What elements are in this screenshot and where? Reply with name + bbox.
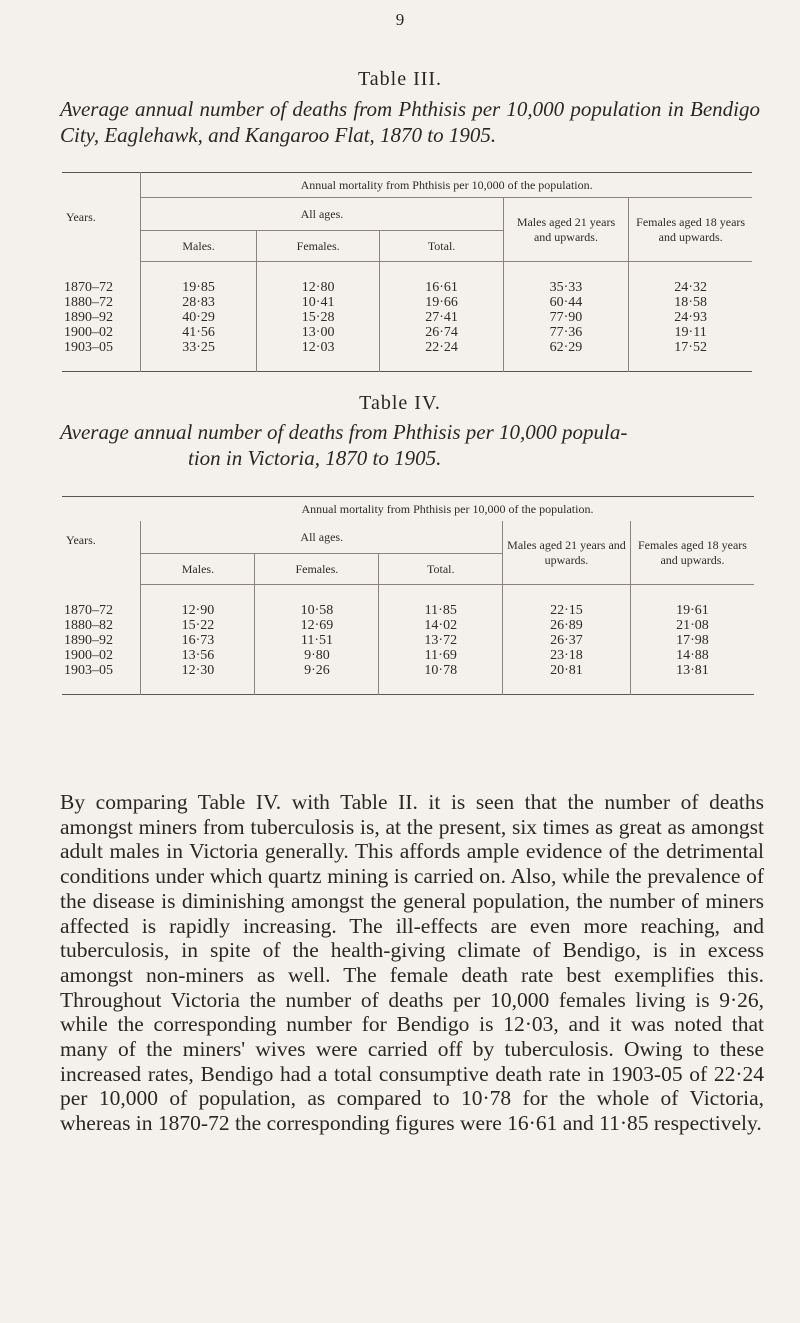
females18-cell: 18·58 <box>629 295 752 310</box>
year-cell: 1900–02 <box>64 648 113 663</box>
table-4-caption-line-1: Average annual number of deaths from Phthisis per 10,000 popula- <box>60 420 628 444</box>
total-cell: 10·78 <box>379 663 503 695</box>
males-cell: 16·73 <box>141 633 255 648</box>
males21-cell: 60·44 <box>503 295 629 310</box>
years-header: Years. <box>66 209 96 224</box>
females-cell: 12·03 <box>256 340 380 372</box>
females-header: Females. <box>256 231 380 262</box>
females-aged-header: Females aged 18 years and upwards. <box>629 198 752 262</box>
females18-cell: 13·81 <box>630 663 754 695</box>
females18-cell: 17·98 <box>630 633 754 648</box>
males21-cell: 62·29 <box>503 340 629 372</box>
table-row <box>62 340 752 372</box>
females18-cell: 19·11 <box>629 325 752 340</box>
table-row <box>62 663 754 695</box>
females-cell: 12·80 <box>256 262 380 296</box>
year-cell: 1870–72 <box>64 279 113 295</box>
females-cell: 12·69 <box>255 618 379 633</box>
total-cell: 11·85 <box>379 585 503 619</box>
females-header: Females. <box>255 554 379 585</box>
table-row <box>62 585 754 619</box>
males-cell: 28·83 <box>141 295 257 310</box>
males21-cell: 77·90 <box>503 310 629 325</box>
table-row <box>62 648 754 663</box>
males-cell: 40·29 <box>141 310 257 325</box>
males-header: Males. <box>141 554 255 585</box>
males21-cell: 23·18 <box>503 648 631 663</box>
total-cell: 11·69 <box>379 648 503 663</box>
table-row <box>62 633 754 648</box>
males-cell: 19·85 <box>141 262 257 296</box>
females-cell: 10·41 <box>256 295 380 310</box>
females-cell: 9·80 <box>255 648 379 663</box>
females18-cell: 21·08 <box>630 618 754 633</box>
page-number: 9 <box>395 10 405 29</box>
males21-cell: 35·33 <box>503 262 629 296</box>
all-ages-header: All ages. <box>141 521 503 554</box>
year-cell: 1903–05 <box>64 663 113 678</box>
females-cell: 10·58 <box>255 585 379 619</box>
year-cell: 1880–82 <box>64 618 113 633</box>
total-header: Total. <box>380 231 503 262</box>
year-cell: 1890–92 <box>64 310 113 325</box>
females-cell: 9·26 <box>255 663 379 695</box>
males-cell: 15·22 <box>141 618 255 633</box>
total-cell: 14·02 <box>379 618 503 633</box>
females-aged-header: Females aged 18 years and upwards. <box>630 521 754 585</box>
total-cell: 16·61 <box>380 262 503 296</box>
males21-cell: 77·36 <box>503 325 629 340</box>
all-ages-header: All ages. <box>141 198 503 231</box>
females18-cell: 24·93 <box>629 310 752 325</box>
males-cell: 13·56 <box>141 648 255 663</box>
table-row <box>62 618 754 633</box>
years-header: Years. <box>66 533 96 548</box>
males-cell: 12·90 <box>141 585 255 619</box>
males-header: Males. <box>141 231 257 262</box>
year-cell: 1870–72 <box>64 602 113 618</box>
females18-cell: 17·52 <box>629 340 752 372</box>
table-4 <box>62 496 754 695</box>
year-cell: 1903–05 <box>64 340 113 355</box>
year-cell: 1900–02 <box>64 325 113 340</box>
total-cell: 22·24 <box>380 340 503 372</box>
males21-cell: 22·15 <box>503 585 631 619</box>
total-cell: 13·72 <box>379 633 503 648</box>
females18-cell: 19·61 <box>630 585 754 619</box>
males-cell: 33·25 <box>141 340 257 372</box>
males21-cell: 20·81 <box>503 663 631 695</box>
males21-cell: 26·37 <box>503 633 631 648</box>
table-row <box>62 325 752 340</box>
males-aged-header: Males aged 21 years and upwards. <box>503 198 629 262</box>
females-cell: 11·51 <box>255 633 379 648</box>
table-4-caption <box>60 419 760 471</box>
table-row <box>62 295 752 310</box>
males-aged-header: Males aged 21 years and upwards. <box>503 521 631 585</box>
males21-cell: 26·89 <box>503 618 631 633</box>
table-3 <box>62 172 752 372</box>
females-cell: 15·28 <box>256 310 380 325</box>
table-3-title: Table III. <box>357 68 443 90</box>
total-cell: 27·41 <box>380 310 503 325</box>
table-3-caption: Average annual number of deaths from Phthisis per 10,000 population in Bendigo City, Eaglehawk, and Kangaroo Flat, 1870 to 1905. <box>60 97 760 147</box>
total-header: Total. <box>379 554 503 585</box>
mortality-span-header: Annual mortality from Phthisis per 10,000 of the population. <box>301 501 594 516</box>
females18-cell: 24·32 <box>629 262 752 296</box>
table-4-title: Table IV. <box>359 392 441 414</box>
mortality-span-header: Annual mortality from Phthisis per 10,000 of the population. <box>141 173 752 198</box>
year-cell: 1890–92 <box>64 633 113 648</box>
total-cell: 19·66 <box>380 295 503 310</box>
table-row <box>62 310 752 325</box>
body-paragraph: By comparing Table IV. with Table II. it is seen that the number of deaths amongst miners from tuberculosis is, at the present, six times as great as amongst adult males in Victoria generally. This affords ample evidence of the detrimental conditions under which quartz mining is carried on. Also, while the prevalence of the disease is diminishing amongst the general population, the number of miners affected is rapidly increasing. The ill-effects are even more reaching, and tuberculosis, in spite of the health-giving climate of Bendigo, is in excess amongst non-miners as well. The female death rate best exemplifies this. Throughout Victoria the number of deaths per 10,000 females living is 9·26, while the corresponding number for Bendigo is 12·03, and it was noted that many of the miners' wives were carried off by tuberculosis. Owing to these increased rates, Bendigo had a total consumptive death rate in 1903-05 of 22·24 per 10,000 of population, as compared to 10·78 for the whole of Victoria, whereas in 1870-72 the corresponding figures were 16·61 and 11·85 respectively. <box>60 790 764 1136</box>
table-4-caption-line-2: tion in Victoria, 1870 to 1905. <box>188 446 442 470</box>
year-cell: 1880–72 <box>64 295 113 310</box>
males-cell: 41·56 <box>141 325 257 340</box>
females-cell: 13·00 <box>256 325 380 340</box>
females18-cell: 14·88 <box>630 648 754 663</box>
total-cell: 26·74 <box>380 325 503 340</box>
table-row <box>62 262 752 296</box>
males-cell: 12·30 <box>141 663 255 695</box>
